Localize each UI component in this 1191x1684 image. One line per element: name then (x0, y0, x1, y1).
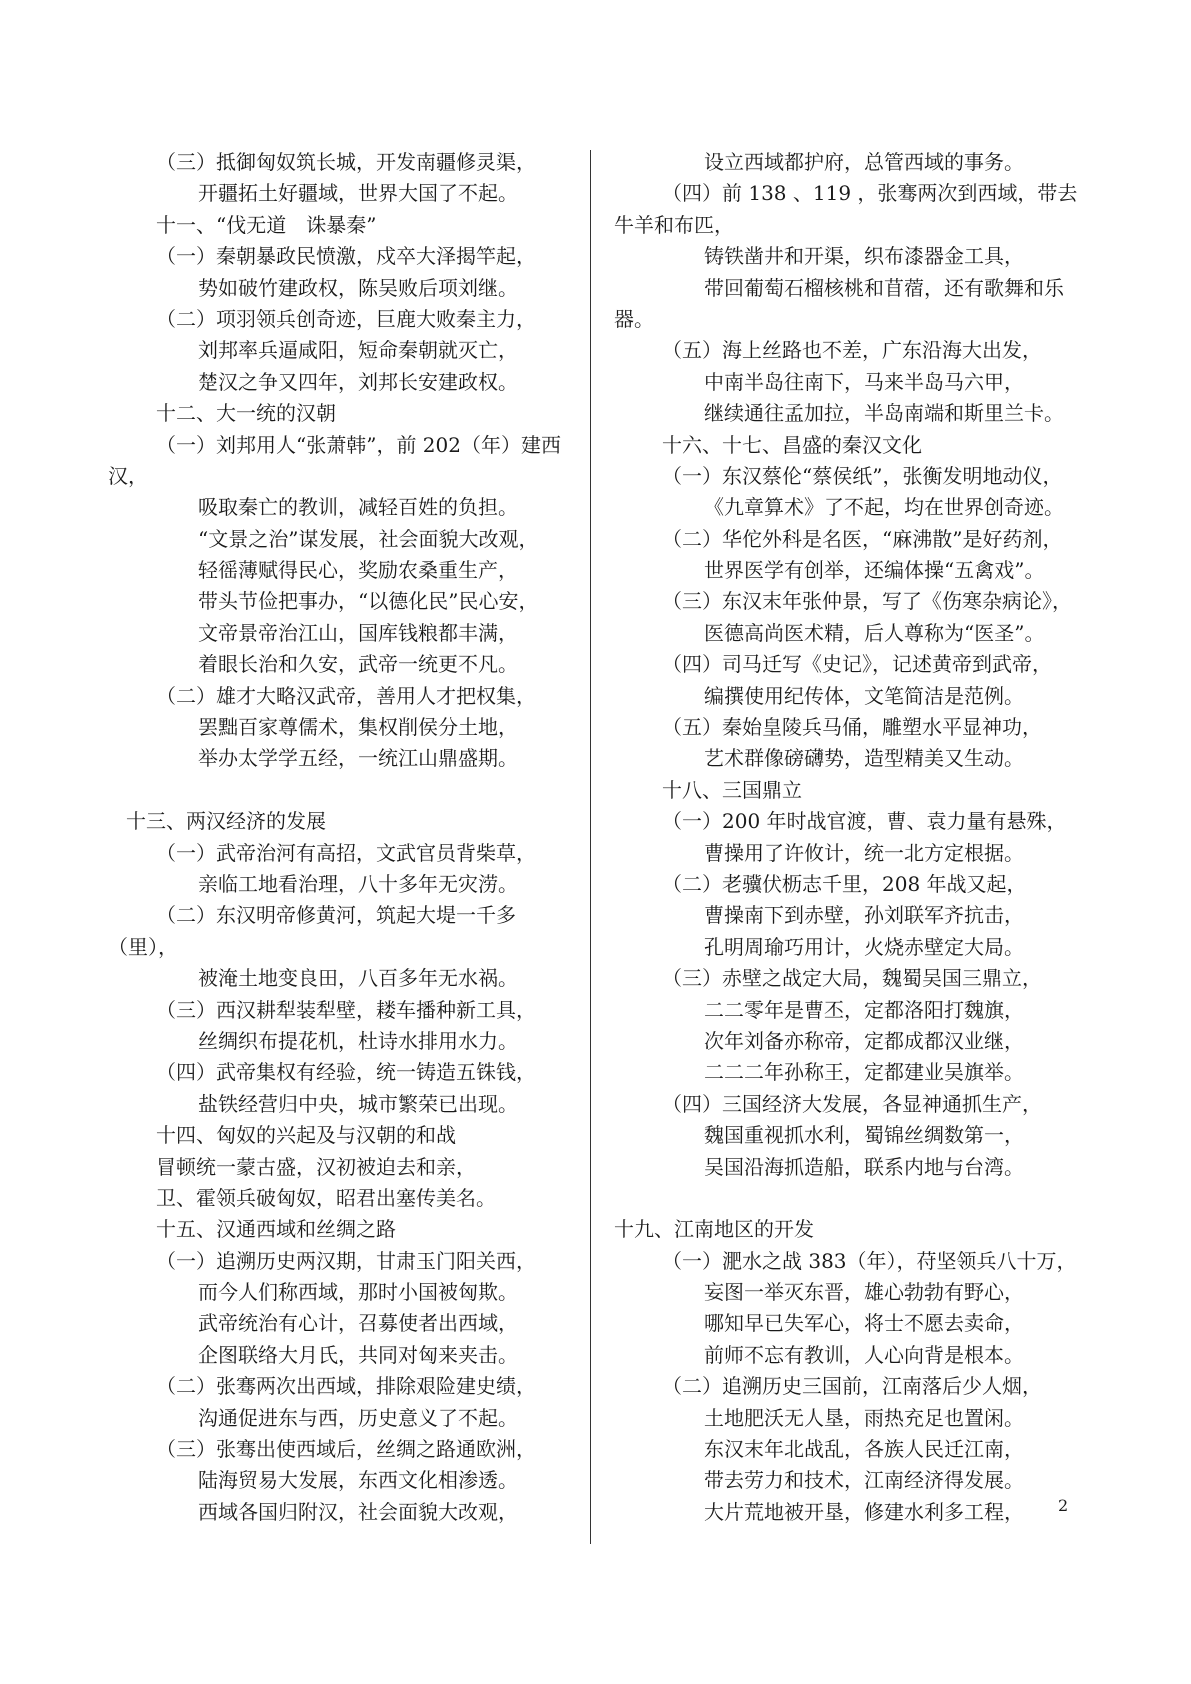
text-line: 土地肥沃无人垦，雨热充足也置闲。 (704, 1405, 1024, 1430)
text-line: （一）东汉蔡伦“蔡侯纸”，张衡发明地动仪， (662, 463, 1063, 488)
text-line: （一）秦朝暴政民愤激，戍卒大泽揭竿起， (156, 244, 536, 269)
text-line: 轻徭薄赋得民心，奖励农桑重生产， (198, 558, 518, 583)
text-line: 开疆拓土好疆域，世界大国了不起。 (198, 181, 518, 206)
text-line: 十五、汉通西域和丝绸之路 (156, 1217, 396, 1242)
text-line: 二二二年孙称王，定都建业吴旗举。 (704, 1060, 1024, 1085)
text-line: （四）司马迁写《史记》，记述黄帝到武帝， (662, 652, 1052, 677)
text-line: 武帝统治有心计，召募使者出西域， (198, 1311, 518, 1336)
text-line: 丝绸织布提花机，杜诗水排用水力。 (198, 1028, 518, 1053)
text-line: （二）项羽领兵创奇迹，巨鹿大败秦主力， (156, 306, 536, 331)
text-line: （三）赤壁之战定大局，魏蜀吴国三鼎立， (662, 966, 1042, 991)
text-line: （三）西汉耕犁装犁壁，耧车播种新工具， (156, 997, 536, 1022)
text-line: 吸取秦亡的教训，减轻百姓的负担。 (198, 495, 518, 520)
text-line: （二）华佗外科是名医，“麻沸散”是好药剂， (662, 526, 1063, 551)
text-line: （二）雄才大略汉武帝，善用人才把权集， (156, 683, 536, 708)
text-line: 次年刘备亦称帝，定都成都汉业继， (704, 1028, 1024, 1053)
text-line: “文景之治”谋发展，社会面貌大改观， (198, 526, 539, 551)
text-line: 举办太学学五经，一统江山鼎盛期。 (198, 746, 518, 771)
blank-line (108, 775, 573, 806)
text-line: （五）海上丝路也不差，广东沿海大出发， (662, 338, 1042, 363)
text-line: 《九章算术》了不起，均在世界创奇迹。 (704, 495, 1064, 520)
text-line: 器。 (614, 306, 654, 331)
text-line: 十三、两汉经济的发展 (126, 809, 326, 834)
text-line: 曹操用了许攸计，统一北方定根据。 (704, 840, 1024, 865)
text-line: 吴国沿海抓造船，联系内地与台湾。 (704, 1154, 1024, 1179)
text-line: 沟通促进东与西，历史意义了不起。 (198, 1405, 518, 1430)
column-divider (590, 150, 591, 1544)
text-line: 牛羊和布匹， (614, 212, 734, 237)
text-line: 冒顿统一蒙古盛，汉初被迫去和亲， (156, 1154, 476, 1179)
text-line: 带头节俭把事办，“以德化民”民心安， (198, 589, 539, 614)
text-line: 前师不忘有教训，人心向背是根本。 (704, 1342, 1024, 1367)
text-line: （里）， (108, 934, 178, 959)
text-line: （五）秦始皇陵兵马俑，雕塑水平显神功， (662, 715, 1042, 740)
text-line: （一）200 年时战官渡，曹、袁力量有悬殊， (662, 809, 1067, 834)
text-line: 医德高尚医术精，后人尊称为“医圣”。 (704, 620, 1045, 645)
text-line: 继续通往孟加拉，半岛南端和斯里兰卡。 (704, 401, 1064, 426)
page-number: 2 (1058, 1496, 1069, 1515)
text-line: （二）张骞两次出西域，排除艰险建史绩， (156, 1374, 536, 1399)
text-line: 带去劳力和技术，江南经济得发展。 (704, 1468, 1024, 1493)
text-line: 着眼长治和久安，武帝一统更不凡。 (198, 652, 518, 677)
text-line: 汉， (108, 463, 148, 488)
text-line: 刘邦率兵逼咸阳，短命秦朝就灭亡， (198, 338, 518, 363)
text-line: 十四、匈奴的兴起及与汉朝的和战 (156, 1123, 456, 1148)
text-line: 势如破竹建政权，陈吴败后项刘继。 (198, 275, 518, 300)
text-line: 妄图一举灭东晋，雄心勃勃有野心， (704, 1280, 1024, 1305)
text-line: 十九、江南地区的开发 (614, 1217, 814, 1242)
text-line: （二）追溯历史三国前，江南落后少人烟， (662, 1374, 1042, 1399)
text-line: 哪知早已失军心，将士不愿去卖命， (704, 1311, 1024, 1336)
text-line: 二二零年是曹丕，定都洛阳打魏旗， (704, 997, 1024, 1022)
text-line: （四）前 138 、119 ，张骞两次到西域，带去 (662, 181, 1078, 206)
text-line: （三）东汉末年张仲景，写了《伤寒杂病论》， (662, 589, 1072, 614)
text-line: 亲临工地看治理，八十多年无灾涝。 (198, 871, 518, 896)
text-line: 孔明周瑜巧用计，火烧赤壁定大局。 (704, 934, 1024, 959)
text-line: 文帝景帝治江山，国库钱粮都丰满， (198, 620, 518, 645)
left-column (108, 147, 573, 1528)
text-line: 被淹土地变良田，八百多年无水祸。 (198, 966, 518, 991)
text-line: （一）追溯历史两汉期，甘肃玉门阳关西， (156, 1248, 536, 1273)
text-line: 编撰使用纪传体，文笔简洁是范例。 (704, 683, 1024, 708)
text-line: 陆海贸易大发展，东西文化相渗透。 (198, 1468, 518, 1493)
text-line: 企图联络大月氏，共同对匈来夹击。 (198, 1342, 518, 1367)
text-line: 十六、十七、昌盛的秦汉文化 (662, 432, 922, 457)
text-line: 大片荒地被开垦，修建水利多工程， (704, 1499, 1024, 1524)
text-line: 盐铁经营归中央，城市繁荣已出现。 (198, 1091, 518, 1116)
text-line: 西域各国归附汉，社会面貌大改观， (198, 1499, 518, 1524)
text-line: （三）张骞出使西域后，丝绸之路通欧洲， (156, 1437, 536, 1462)
text-line: 十二、大一统的汉朝 (156, 401, 336, 426)
text-line: 楚汉之争又四年，刘邦长安建政权。 (198, 369, 518, 394)
text-line: 世界医学有创举，还编体操“五禽戏”。 (704, 558, 1045, 583)
text-line: 十一、“伐无道 诛暴秦” (156, 212, 377, 237)
blank-line (614, 1183, 1084, 1214)
text-line: 东汉末年北战乱，各族人民迁江南， (704, 1437, 1024, 1462)
text-line: （二）东汉明帝修黄河，筑起大堤一千多 (156, 903, 516, 928)
text-line: （一）淝水之战 383（年），苻坚领兵八十万， (662, 1248, 1077, 1273)
text-line: （一）武帝治河有高招，文武官员背柴草， (156, 840, 536, 865)
text-line: （四）三国经济大发展，各显神通抓生产， (662, 1091, 1042, 1116)
text-line: （三）抵御匈奴筑长城，开发南疆修灵渠， (156, 150, 536, 174)
text-line: （一）刘邦用人“张萧韩”，前 202（年）建西 (156, 432, 561, 457)
text-line: 十八、三国鼎立 (662, 777, 802, 802)
text-line: （四）武帝集权有经验，统一铸造五铢钱， (156, 1060, 536, 1085)
text-line: 设立西域都护府，总管西域的事务。 (704, 150, 1024, 174)
text-line: 中南半岛往南下，马来半岛马六甲， (704, 369, 1024, 394)
text-line: 带回葡萄石榴核桃和苜蓿，还有歌舞和乐 (704, 275, 1064, 300)
right-column (614, 147, 1084, 1528)
text-line: 曹操南下到赤壁，孙刘联军齐抗击， (704, 903, 1024, 928)
text-line: 艺术群像磅礴势，造型精美又生动。 (704, 746, 1024, 771)
text-line: 魏国重视抓水利，蜀锦丝绸数第一， (704, 1123, 1024, 1148)
text-line: 罢黜百家尊儒术，集权削侯分土地， (198, 715, 518, 740)
text-line: （二）老骥伏枥志千里，208 年战又起， (662, 871, 1027, 896)
text-line: 而今人们称西域，那时小国被匈欺。 (198, 1280, 518, 1305)
text-line: 铸铁凿井和开渠，织布漆器金工具， (704, 244, 1024, 269)
text-line: 卫、霍领兵破匈奴，昭君出塞传美名。 (156, 1185, 496, 1210)
